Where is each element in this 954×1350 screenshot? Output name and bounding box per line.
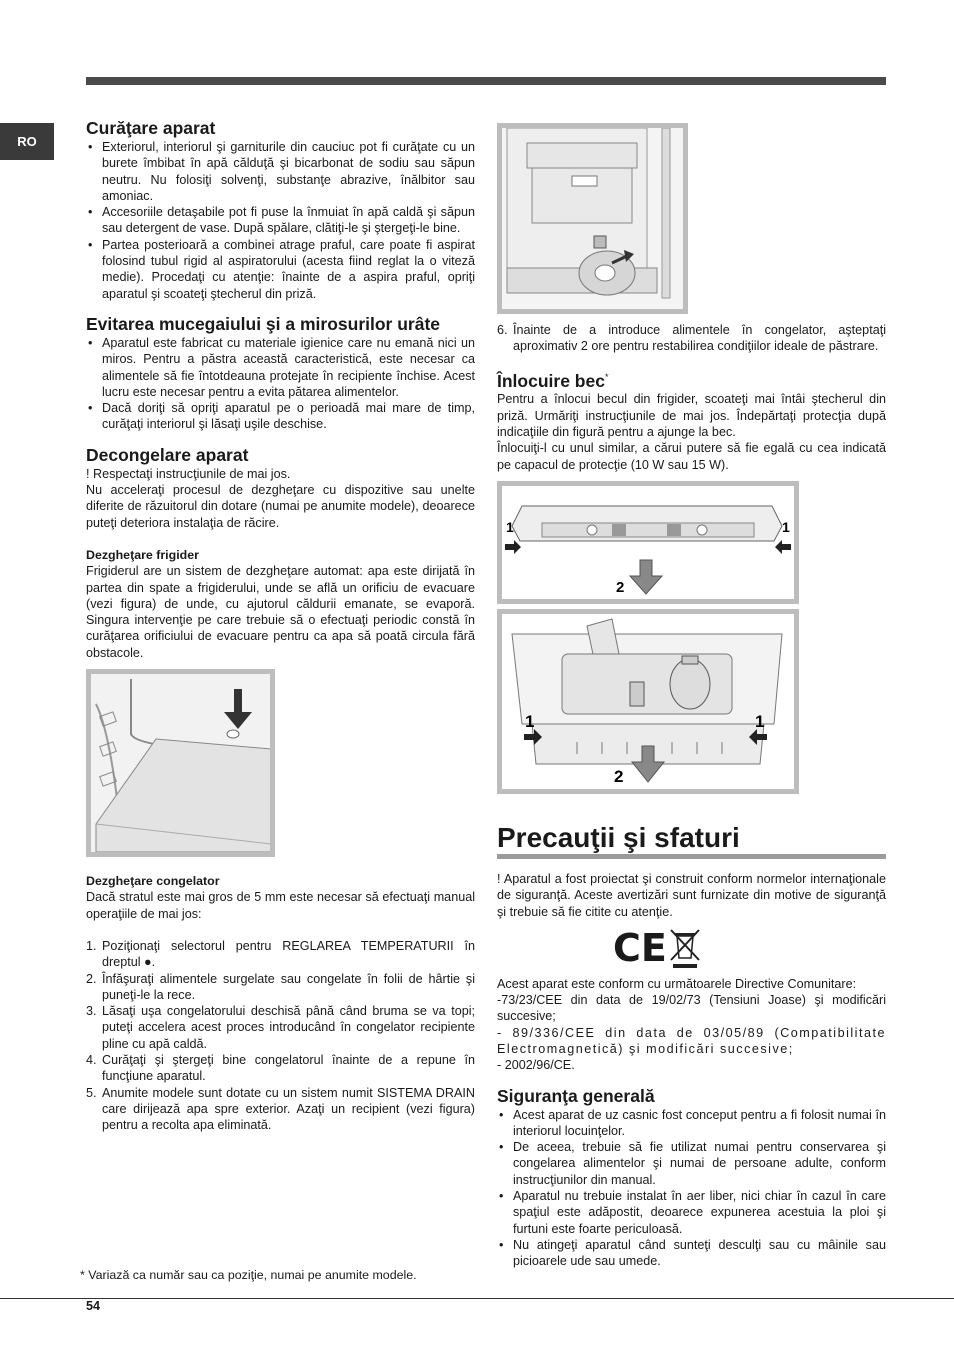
directive-intro: Acest aparat este conform cu următoarele Directive Comunitare: <box>497 976 857 991</box>
section-title-safety: Siguranţa generală <box>497 1085 655 1106</box>
defrost-steps <box>86 938 475 1134</box>
mould-list <box>86 335 475 433</box>
bulb-cover-figure-1 <box>497 481 799 604</box>
bulb-text-2: Înlocuiţi-l cu unul similar, a cărui putere să fie egală cu cea indicată pe capacul de protecţie (10 W sau 15 W). <box>497 441 886 472</box>
freezer-drain-figure <box>497 123 688 314</box>
list-item: • Accesoriile detaşabile pot fi puse la înmuiat în apă caldă şi săpun sau detergent de vase. După spălare, clătiţi-le şi ştergeţi-le bine. <box>86 204 475 237</box>
right-column <box>497 118 886 1270</box>
list-item: • Acest aparat de uz casnic fost conceput pentru a fi folosit numai în interiorul locuinţelor. <box>497 1107 886 1140</box>
label-1-left: 1 <box>525 711 535 731</box>
bulb-cover-figure-2 <box>497 609 799 794</box>
list-item: 2. Înfăşuraţi alimentele surgelate sau congelate în folii de hârtie şi puneţi-le la rece. <box>86 971 475 1002</box>
list-item: 1. Poziţionaţi selectorul pentru REGLAREA TEMPERATURII în dreptul ●. <box>86 938 475 970</box>
fridge-drain-figure <box>86 669 275 857</box>
footnote: * Variază ca număr sau ca poziţie, numai pe anumite modele. <box>80 1268 417 1282</box>
label-1-right: 1 <box>782 518 790 535</box>
weee-bin-icon <box>669 928 701 970</box>
bulb-cover-illustration-1 <box>502 486 794 599</box>
section-title-cleaning: Curăţare aparat <box>86 118 216 138</box>
subsection-title-fridge-defrost: Dezgheţare frigider <box>86 547 199 562</box>
list-item: 3. Lăsaţi uşa congelatorului deschisă până când bruma se va topi; puteţi accelera acest proces introducând în congelator recipiente pline cu apă caldă. <box>86 1004 475 1051</box>
list-item: 5. Anumite modele sunt dotate cu un sistem numit SISTEMA DRAIN care dirijează apa spre exterior. Azaţi un recipient (vezi figura) pentru a recolta apa eliminată. <box>86 1085 475 1133</box>
list-item: • De aceea, trebuie să fie utilizat numai pentru conservarea şi congelarea alimentelor şi numai de persoane adulte, conform instrucţiunilor din manual. <box>497 1139 886 1188</box>
list-item: • Partea posterioară a combinei atrage praful, care poate fi aspirat folosind tubul rigid al aspiratorului (acesta fiind reglat la o viteză medie). Procedaţi cu atenţie: înainte de a aspira praful, opriţi aparatul şi scoateţi ştecherul din priză. <box>86 237 475 302</box>
compliance-marks <box>497 925 886 970</box>
list-item: • Dacă doriţi să opriţi aparatul pe o perioadă mai mare de timp, curăţaţi interiorul şi lăsaţi uşile deschise. <box>86 400 475 433</box>
page-number: 54 <box>86 1299 101 1313</box>
safety-list <box>497 1107 886 1270</box>
defrost-text: Nu acceleraţi procesul de dezgheţare cu dispozitive sau unelte diferite de răzuitorul din dotare (numai pe anumite modele), deoarece puteţi deteriora instalaţia de răcire. <box>86 483 475 530</box>
list-item: 4. Curăţaţi şi ştergeţi bine congelatorul înainte de a repune în funcţiune aparatul. <box>86 1052 475 1084</box>
freezer-defrost-text: Dacă stratul este mai gros de 5 mm este necesar să efectuaţi manual operaţiile de mai jos: <box>86 890 475 921</box>
bulb-text-1: Pentru a înlocui becul din frigider, scoateţi mai întâi ştecherul din priză. Urmăriţi instrucţiunile de mai jos. Îndepărtaţi protecţia după indicaţiile din figură pentru a ajunge la bec. <box>497 392 886 440</box>
label-1-right: 1 <box>755 711 765 731</box>
label-2: 2 <box>616 578 625 596</box>
precautions-intro: ! Aparatul a fost proiectat şi construit conform normelor internaţionale de siguranţă. Aceste avertizări sunt furnizate din motive de siguranţă şi trebuie să fie citite cu atenţie. <box>497 871 886 919</box>
footer-divider <box>0 1298 954 1299</box>
defrost-note: ! Respectaţi instrucţiunile de mai jos. <box>86 466 291 481</box>
section-title-bulb: Înlocuire bec* <box>497 370 609 391</box>
fridge-defrost-text: Frigiderul are un sistem de dezgheţare automat: apa este dirijată în partea din spate a frigiderului, unde se află un orificiu de evacuare (vezi figura) de unde, cu ajutorul căldurii emanate, se evaporă. Singura intervenţie pe care trebuie să o efectuaţi periodic constă în curăţarea orificiului de evacuare pentru ca apa să poată circula fără obstacole. <box>86 564 475 660</box>
section-title-defrost: Decongelare aparat <box>86 444 249 465</box>
page-title-precautions: Precauţii şi sfaturi <box>497 822 886 859</box>
cleaning-list <box>86 139 475 302</box>
list-item: • Aparatul este fabricat cu materiale igienice care nu emană nici un miros. Pentru a păstra această caracteristică, este necesar ca alimentele să fie întotdeauna protejate în recipiente închise. Acest lucru este necesar pentru a evita pătarea alimentelor. <box>86 335 475 400</box>
list-item: 6. Înainte de a introduce alimentele în congelator, aşteptaţi aproximativ 2 ore pentru restabilirea condiţiilor ideale de păstrare. <box>497 323 886 354</box>
language-tab: RO <box>0 123 54 160</box>
bulb-cover-illustration-2 <box>502 614 794 789</box>
directive-item: - 89/336/CEE din data de 03/05/89 (Compatibilitate Electromagnetică) şi modificări succesive; <box>497 1025 886 1056</box>
list-item: • Aparatul nu trebuie instalat în aer liber, nici chiar în cazul în care spaţiul este adăpostit, deoarece expunerea acestuia la ploi şi furtuni este foarte periculoasă. <box>497 1188 886 1237</box>
freezer-drain-illustration <box>502 128 683 309</box>
label-1-left: 1 <box>506 518 514 535</box>
defrost-step-6 <box>497 322 886 355</box>
left-column <box>86 118 475 1133</box>
section-title-mould: Evitarea mucegaiului şi a mirosurilor urâte <box>86 313 441 334</box>
fridge-drain-illustration <box>91 674 270 852</box>
directive-item: - 2002/96/CE. <box>497 1058 575 1073</box>
subsection-title-freezer-defrost: Dezgheţare congelator <box>86 874 220 889</box>
list-item: • Nu atingeţi aparatul când sunteţi desculţi sau cu mâinile sau picioarele ude sau umede. <box>497 1237 886 1270</box>
list-item: • Exteriorul, interiorul şi garniturile din cauciuc pot fi curăţate cu un burete îmbibat în apă călduţă şi bicarbonat de sodiu sau săpun neutru. Nu folosiţi solvenţi, substanţe abrazive, înălbitor sau amoniac. <box>86 139 475 204</box>
directive-item: -73/23/CEE din data de 19/02/73 (Tensiuni Joase) şi modificări succesive; <box>497 993 886 1024</box>
ce-mark: CE <box>613 925 667 970</box>
label-2: 2 <box>614 766 624 786</box>
header-bar <box>86 77 886 85</box>
